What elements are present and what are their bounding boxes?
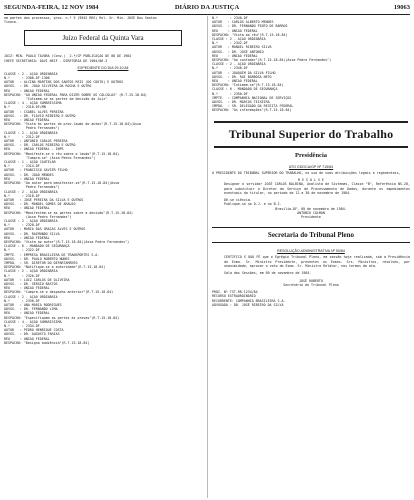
docket-line: CLASSE : 2 - AÇÃO ORDINÁRIA bbox=[212, 37, 266, 42]
docket-line: CLASSE : 4 - AÇÃO SUMARÍSSIMA bbox=[4, 319, 62, 324]
docket-line: DESPACHO: "Manifeste-se o réu sobre o laudo"(R.T.15.18.84) bbox=[4, 151, 120, 156]
signatory-name: ANTÔNIO COLMAN bbox=[297, 210, 325, 215]
docket-line: CLASSE : 2 - AÇÃO ORDINÁRIA bbox=[4, 218, 58, 223]
right-bottom-list bbox=[212, 290, 410, 307]
docket-line: ADVGS. : DR. MANOEL GOMES DE ARAÚJO bbox=[4, 202, 76, 207]
docket-line: N.º : 2326-DF bbox=[4, 273, 40, 278]
ato-footer-line: Dê-se ciência. bbox=[224, 198, 252, 203]
docket-line: RÉU : UNIÃO FEDERAL bbox=[212, 79, 258, 84]
docket-line: DESPACHO: "Ao contador"(R.T.15.18.84)(Assa Pedro Fernandes") bbox=[212, 58, 332, 63]
header-date: SEGUNDA-FEIRA, 12 NOV 1984 bbox=[4, 4, 99, 11]
docket-line: ADVGS. : DR. FERNANDO PINTO DE BARROS bbox=[212, 24, 288, 29]
docket-line: CLASSE : 1 - AÇÃO CAUTELAR bbox=[4, 160, 56, 165]
docket-line: ADVGS. : DR. CARLOS RIBEIRO E OUTRO bbox=[4, 143, 76, 148]
distribution-heading: EXPEDIENTE DO DIA 29.10.84 bbox=[77, 65, 129, 70]
docket-line: N.º : 2318-DF bbox=[4, 193, 40, 198]
intro-line: Tinoco. bbox=[4, 20, 18, 25]
docket-line: AUTOR : ISABEL ALVES PEREIRA bbox=[4, 109, 64, 114]
right-entries-list bbox=[212, 16, 410, 113]
docket-line: AUTOR : ALCINA MARTINS DOS SANTOS REIS (DO COUTO) E OUTROS bbox=[4, 80, 124, 85]
docket-line: CLASSE : 2 - AÇÃO ORDINÁRIA bbox=[4, 130, 58, 135]
docket-line: IMPTE. : COMPANHIA NACIONAL DE SERVIÇOS bbox=[212, 95, 292, 100]
docket-line: AUTOR : FRANCISCO XAVIER FILHO bbox=[4, 168, 68, 173]
docket-line: DESPACHO: "Cumpra-se o despacho anterior"(R.T.15.18.84) bbox=[4, 290, 114, 295]
signatory-title: Presidente bbox=[301, 215, 321, 220]
docket-line: CLASSE : 2 - AÇÃO ORDINÁRIA bbox=[4, 189, 58, 194]
docket-line: DESPACHO: "Especifiquem as partes as provas"(R.T.15.18.84) bbox=[4, 315, 120, 320]
docket-line: CLASSE : 2 - AÇÃO ORDINÁRIA bbox=[4, 71, 58, 76]
docket-line: N.º : 2346-DF bbox=[212, 66, 248, 71]
docket-line: N.º : 2322-DF bbox=[4, 248, 40, 253]
docket-line: (Assa Pedro Fernandes") bbox=[4, 214, 72, 219]
section-title: Juízo Federal da Quinta Vara bbox=[62, 34, 144, 43]
left-column bbox=[4, 16, 202, 345]
docket-line: RÉU : UNIÃO FEDERAL bbox=[212, 53, 258, 58]
docket-line: DESPACHO: "AO UNIÃO FEDERAL PARA DIZER SOBRE OS CÁLCULOS" (R.T.15.18.84) bbox=[4, 92, 147, 97]
docket-line: N.º : 2334-DF bbox=[4, 324, 40, 328]
sub-intro-line: CHEFE SECRETARIA: DAVI NEIF - DIRETORIA DE 1984/86.3 bbox=[4, 58, 108, 63]
docket-line: DESPACHO: "Vista ao autor"(R.T.15.18.84)(Assa Pedro Fernandes") bbox=[4, 239, 130, 244]
docket-line: ADVGS. : DR. JOÃO SILVEIRA DA ROCHA E OUTRO bbox=[4, 84, 92, 89]
docket-line: AUTOR : CARLOS ALBERTO MENDES bbox=[212, 20, 274, 25]
docket-line: IMPDO. : SR. DIRETOR DO DEPARTAMENTO bbox=[4, 260, 78, 265]
docket-line: ADVGS. : DR. FLÁVIO RIBEIRO E OUTRO bbox=[4, 113, 76, 118]
docket-line: DESPACHO: "Manifestem-se as partes sobre a decisão"(R.T.15.18.84) bbox=[4, 210, 134, 215]
docket-line: N.º : 2306-DF 1306 bbox=[4, 76, 50, 81]
docket-line: CLASSE : 2 - AÇÃO ORDINÁRIA bbox=[212, 62, 266, 67]
docket-line: RÉU : UNIÃO FEDERAL bbox=[4, 311, 50, 316]
docket-line: RÉU : UNIÃO FEDERAL - INPS bbox=[4, 147, 64, 152]
docket-line: AUTOR : ANTÔNIO CARLOS PEREIRA bbox=[4, 139, 68, 144]
docket-line: N.º : 2310-DF/MN bbox=[4, 105, 46, 110]
ato-paragraph: O PRESIDENTE DO TRIBUNAL SUPERIOR DO TRABALHO, no uso de suas atribuições legais e regimentais, bbox=[212, 170, 401, 175]
secretaria-title: Secretaria do Tribunal Pleno bbox=[267, 231, 355, 240]
docket-line: ADVOGADO : DR. JOSÉ RIBEIRO DA SILVA bbox=[212, 302, 284, 307]
docket-line: DESPACHO: "Vista às partes do prov-laudo do autos"(R.T.15.18.84)(Assa bbox=[4, 122, 141, 127]
left-entries-list bbox=[4, 72, 202, 345]
docket-line: ADVGS. : DR. JOÃO MENDES bbox=[4, 172, 54, 177]
docket-line: RÉU : UNIÃO FEDERAL bbox=[4, 118, 50, 123]
docket-line: AUTOR : ANA MARIA RODRIGUES bbox=[4, 302, 62, 307]
docket-line: ADVGS. : DR. PAULO ROBERTO NUNES bbox=[4, 256, 70, 261]
docket-line: CLASSE : 6 - MANDADO DE SEGURANÇA bbox=[4, 244, 70, 249]
docket-line: AUTOR : MARIA DAS GRAÇAS ALVES E OUTROS bbox=[4, 227, 86, 232]
docket-line: DESPACHO: "Notifique-se a autoridade"(R.T.15.18.84) bbox=[4, 265, 106, 270]
resolution-signatory-title: Secretário do Tribunal Pleno bbox=[283, 282, 339, 287]
docket-line: ADVGS. : DR. RAIMUNDO SILVA bbox=[4, 231, 60, 236]
docket-line: CLASSE : 6 - MANDADO DE SEGURANÇA bbox=[212, 87, 278, 92]
docket-line: AUTOR : PEDRO HENRIQUE COSTA bbox=[4, 328, 64, 333]
docket-line: AUTOR : JOAQUIM DA SILVA FILHO bbox=[212, 70, 276, 75]
docket-line: RÉU : UNIÃO FEDERAL bbox=[4, 235, 50, 240]
docket-line: "Intimem-se as partes da decisão do Juiz" bbox=[4, 97, 108, 102]
header-page-number: 19063 bbox=[393, 4, 410, 11]
docket-line: RÉU : UNIÃO FEDERAL bbox=[4, 88, 50, 93]
docket-line: DESPACHO: "Vista ao réu"(R.T.15.18.84) bbox=[212, 32, 288, 37]
docket-line: N.º : 2330-DF bbox=[4, 298, 40, 303]
docket-line: DESPACHO: "Às informações"(R.T.15.18.84) bbox=[212, 108, 292, 113]
docket-line: CLASSE : 2 - AÇÃO ORDINÁRIA bbox=[4, 294, 58, 299]
docket-line: AUTOR : JOSÉ PEREIRA DA SILVA E OUTROS bbox=[4, 197, 84, 202]
ato-footer-line: Brasília-DF, 09 de novembro de 1984. bbox=[275, 206, 347, 211]
header-publication: DIÁRIO DA JUSTIÇA bbox=[174, 4, 240, 11]
resolution-heading: RESOLUÇÃO ADMINISTRATIVA Nº 50/84 bbox=[277, 249, 345, 254]
docket-line: RÉU : UNIÃO FEDERAL bbox=[4, 176, 50, 181]
ato-heading: ATO GDGCA/GP Nº 715/84 bbox=[288, 164, 334, 169]
docket-line: AUTOR : MANOEL RIBEIRO SILVA bbox=[212, 45, 272, 50]
ato-paragraph: Designar o servidor JOSÉ CARLOS BALBINO, Analista de Sistemas, Classe "B", Referência NS-20, para substituir o Diretor do Serviço de Processamento de Dados, durante os impedimentos eventuais do titular, no período de 12 a 30 de novembro de 1984. bbox=[224, 182, 410, 195]
docket-line: N.º : 2312-DF bbox=[4, 134, 40, 139]
docket-line: N.º : 2314-DF bbox=[4, 164, 40, 169]
docket-line: ADVGS. : DR. FERNANDO LIMA bbox=[4, 307, 58, 312]
docket-line: N.º : 2320-DF bbox=[4, 223, 40, 228]
docket-line: IMPTE. : EMPRESA BRASILEIRA DE TRANSPORTES S.A. bbox=[4, 252, 100, 257]
tst-title: Tribunal Superior do Trabalho bbox=[228, 126, 394, 141]
docket-line: CLASSE : 2 - AÇÃO ORDINÁRIA bbox=[4, 269, 58, 274]
docket-line: ADVGS. : DR. AUGUSTO FARIAS bbox=[4, 332, 60, 337]
resolution-signatory: JOSÉ ROBERTO bbox=[299, 278, 323, 283]
docket-line: IMPDO. : SR. DELEGADO DA RECEITA FEDERAL bbox=[212, 104, 294, 109]
resolution-paragraph: CERTIFICO E DOU FÉ que o Egrégio Tribunal Pleno, em sessão hoje realizada, sob a Presidência do Exmo. Sr. Ministro Presidente, presentes os Exmos. Srs. Ministros, resolveu, por unanimidade, aprovar o voto do Exmo. Sr. Ministro Relator, nos termos da ata. bbox=[224, 255, 410, 269]
ato-resolve: R E S O L V E bbox=[298, 177, 324, 182]
section-title-box bbox=[24, 30, 182, 46]
secretaria-title-box bbox=[212, 227, 410, 243]
docket-line: RÉU : UNIÃO FEDERAL bbox=[4, 206, 50, 211]
docket-line: AUTOR : LUIZ CARLOS DE OLIVEIRA bbox=[4, 277, 70, 282]
docket-line: DESPACHO: "Designo audiência"(R.T.15.18.84) bbox=[4, 340, 90, 345]
resolution-paragraph: Sala das Sessões, em 09 de novembro de 1984. bbox=[224, 271, 312, 276]
docket-line: ADVGS. : DR. SÉRGIO BASTOS bbox=[4, 281, 58, 286]
column-divider bbox=[207, 16, 208, 498]
docket-line: PROC. Nº TST-RR-1234/84 bbox=[212, 290, 258, 295]
docket-line: N.º : 2340-DF bbox=[212, 16, 248, 20]
docket-line: "Cumpra-se" (Assa Pedro Fernandes") bbox=[4, 155, 96, 160]
docket-line: RECORRENTE: COMPANHIA BRASILEIRA S.A. bbox=[212, 298, 286, 303]
docket-line: RÉU : UNIÃO FEDERAL bbox=[212, 28, 258, 33]
docket-line: CLASSE : 4 - AÇÃO SUMARÍSSIMA bbox=[4, 101, 62, 106]
page-header bbox=[4, 3, 410, 15]
docket-line: RÉU : UNIÃO FEDERAL bbox=[4, 286, 50, 291]
docket-line: N.º : 2342-DF bbox=[212, 41, 248, 46]
tst-title-box bbox=[214, 121, 408, 148]
intro-line: em partes dos processos, proc. n.º 5 (9942 RRS) Rel. Sr. Min. JOSÉ Dos Santos bbox=[4, 16, 157, 20]
docket-line: ADVGS. : DR. RUI BARBOSA NETO bbox=[212, 74, 272, 79]
docket-line: RÉU : UNIÃO FEDERAL bbox=[4, 336, 50, 341]
docket-line: Pedro Fernandes") bbox=[4, 126, 60, 131]
ato-footer-line: Publique-se no D.J. e no B.I. bbox=[224, 202, 282, 207]
docket-line: ADVGS. : DR. JOSÉ ANTÔNIO bbox=[212, 49, 264, 54]
sub-intro-line: JUIZ: MIN. PAULO TÁVORA (Conv.) 2.ª/CP PUBLICAÇÃO DE 08 DE 1984 bbox=[4, 54, 132, 59]
docket-line: DESPACHO: "Intimem-se"(R.T.15.18.84) bbox=[212, 83, 284, 88]
docket-line: DESPACHO: "Ao autor para manifestar-se"(R.T.15.18.84)(Assa bbox=[4, 181, 120, 186]
docket-line: N.º : 2350-DF bbox=[212, 91, 248, 96]
presidencia-heading: Presidência bbox=[294, 151, 327, 159]
right-column bbox=[212, 16, 410, 307]
docket-line: Pedro Fernandes") bbox=[4, 185, 60, 190]
docket-line: RECURSO EXTRAORDINÁRIO bbox=[212, 294, 256, 299]
docket-line: ADVGS. : DR. MARCOS TEIXEIRA bbox=[212, 100, 270, 105]
